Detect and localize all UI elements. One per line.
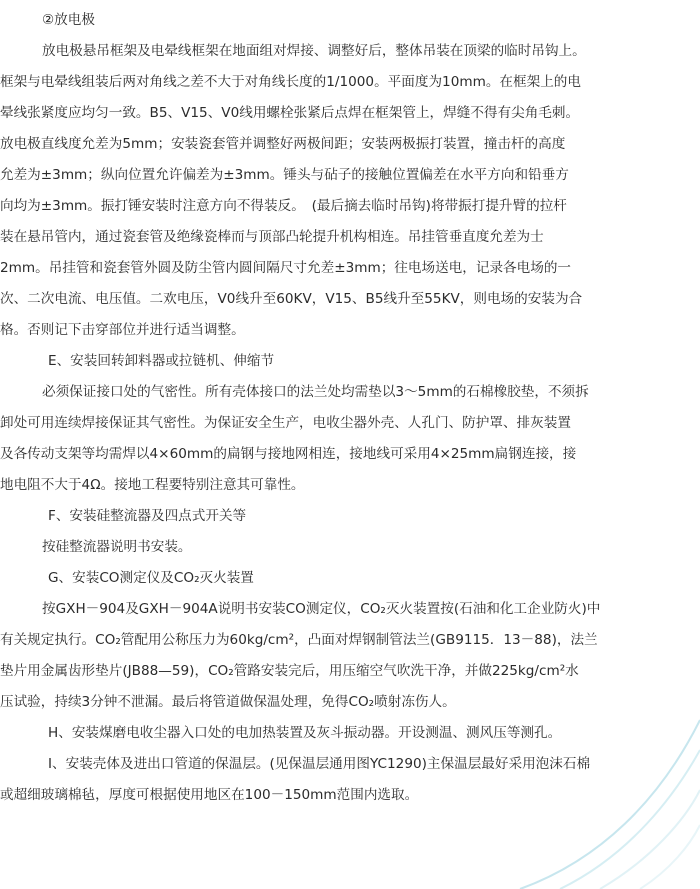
section-heading-g: G、安装CO测定仪及CO₂灭火装置 xyxy=(48,570,254,586)
paragraph-line: 向均为±3mm。振打锤安装时注意方向不得装反。 (最后摘去临时吊钩)将带振打提升臂的拉杆 xyxy=(0,198,567,214)
paragraph-line: 有关规定执行。CO₂管配用公称压力为60kg/cm²，凸面对焊钢制管法兰(GB9115．13－88)，法兰 xyxy=(0,632,598,648)
paragraph-line: 放电极直线度允差为5mm；安装瓷套管并调整好两极间距；安装两极振打装置，撞击杆的高度 xyxy=(0,136,566,152)
paragraph-line: 允差为±3mm；纵向位置允许偏差为±3mm。锤头与砧子的接触位置偏差在水平方向和铅垂方 xyxy=(0,167,569,183)
paragraph-line: 按GXH－904及GXH－904A说明书安装CO测定仪，CO₂灭火装置按(石油和化工企业防火)中 xyxy=(42,601,601,617)
paragraph-line: 晕线张紧度应均匀一致。B5、V15、V0线用螺栓张紧后点焊在框架管上，焊缝不得有尖角毛刺。 xyxy=(0,105,580,121)
paragraph-line: 框架与电晕线组装后两对角线之差不大于对角线长度的1/1000。平面度为10mm。在框架上的电 xyxy=(0,74,581,90)
section-heading-f: F、安装硅整流器及四点式开关等 xyxy=(48,508,247,524)
section-heading-e: E、安装回转卸料器或拉链机、伸缩节 xyxy=(48,353,275,369)
subsection-title-discharge-electrode: ②放电极 xyxy=(42,12,95,28)
paragraph-line: 压试验，持续3分钟不泄漏。最后将管道做保温处理，免得CO₂喷射冻伤人。 xyxy=(0,694,456,710)
paragraph-line: 及各传动支架等均需焊以4×60mm的扁钢与接地网相连，接地线可采用4×25mm扁钢连接，接 xyxy=(0,446,577,462)
paragraph-line: 格。否则记下击穿部位并进行适当调整。 xyxy=(0,322,245,338)
paragraph-line: 2mm。吊挂管和瓷套管外圆及防尘管内圆间隔尺寸允差±3mm；往电场送电，记录各电场的一 xyxy=(0,260,572,276)
paragraph-line: 次、二次电流、电压值。二欢电压，V0线升至60KV，V15、B5线升至55KV，则电场的安装为合 xyxy=(0,291,583,307)
paragraph-line: 按硅整流器说明书安装。 xyxy=(42,539,192,555)
paragraph-line: 垫片用金属齿形垫片(JB88—59)，CO₂管路安装完后，用压缩空气吹洗干净，并做225kg/cm²水 xyxy=(0,663,579,679)
paragraph-line: 或超细玻璃棉毡，厚度可根据使用地区在100－150mm范围内选取。 xyxy=(0,787,419,803)
section-heading-i: I、安装壳体及进出口管道的保温层。(见保温层通用图YC1290)主保温层最好采用泡沫石棉 xyxy=(48,756,591,772)
paragraph-line: 装在悬吊管内，通过瓷套管及绝缘瓷棒而与顶部凸轮提升机构相连。吊挂管垂直度允差为士 xyxy=(0,229,544,245)
paragraph-line: 必须保证接口处的气密性。所有壳体接口的法兰处均需垫以3～5mm的石棉橡胶垫，不须拆 xyxy=(42,384,589,400)
paragraph-line: 卸处可用连续焊接保证其气密性。为保证安全生产，电收尘器外壳、人孔门、防护罩、排灰装置 xyxy=(0,415,571,431)
paragraph-line: 地电阻不大于4Ω。接地工程要特别注意其可靠性。 xyxy=(0,477,305,493)
paragraph-line: 放电极悬吊框架及电晕线框架在地面组对焊接、调整好后，整体吊装在顶梁的临时吊钩上。 xyxy=(42,43,586,59)
section-heading-h: H、安装煤磨电收尘器入口处的电加热装置及灰斗振动器。开设测温、测风压等测孔。 xyxy=(48,725,562,741)
